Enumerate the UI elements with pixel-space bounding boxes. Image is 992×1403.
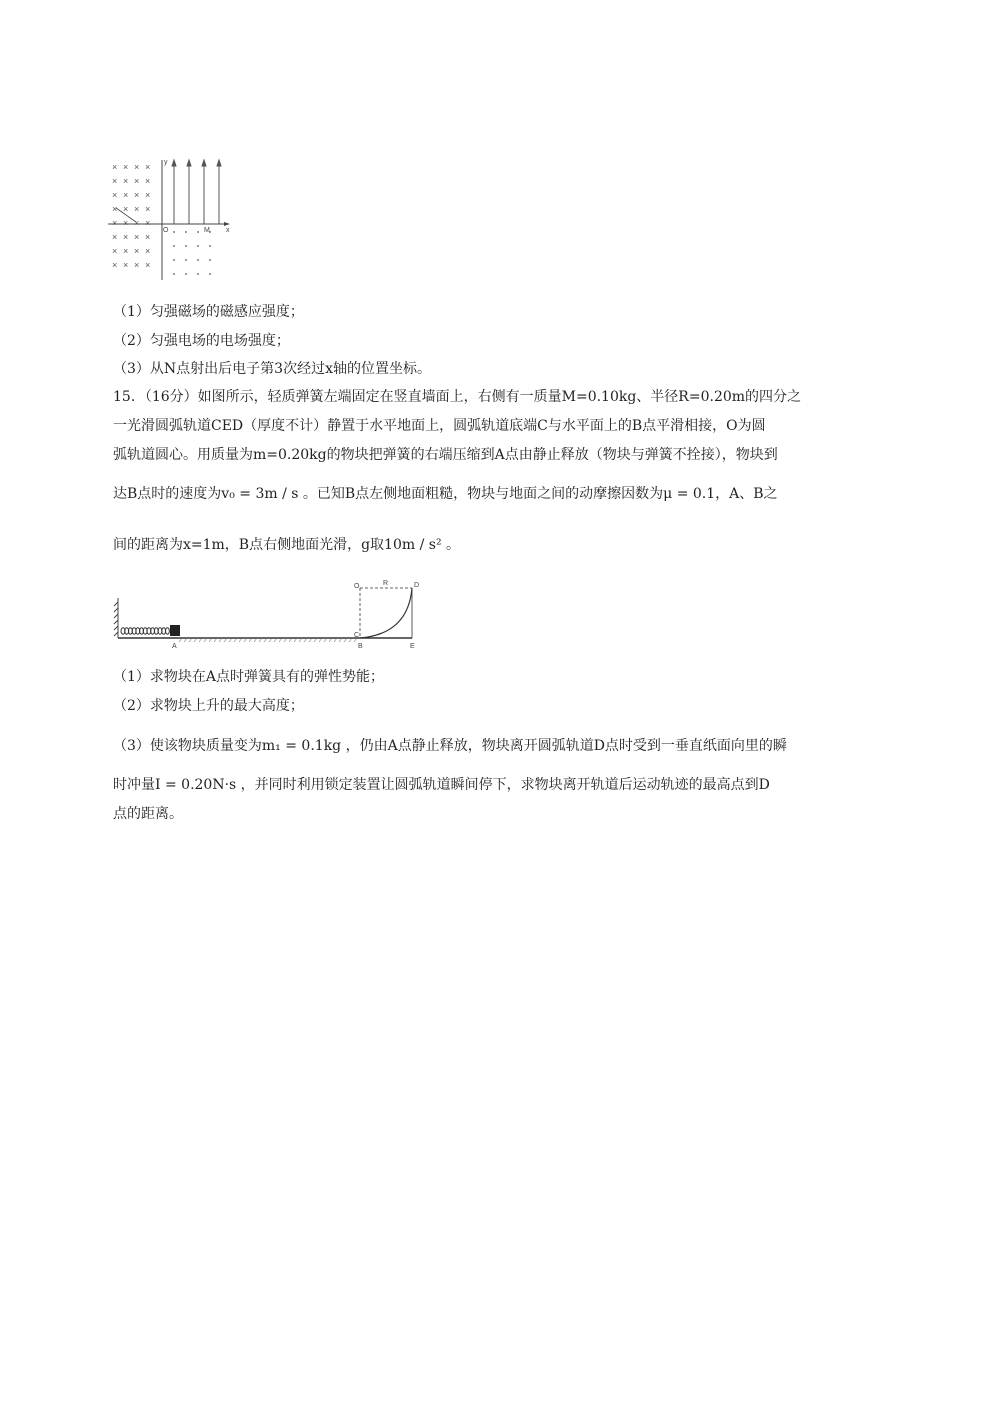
- field-dot: [197, 231, 199, 233]
- field-cross: ×: [145, 204, 151, 214]
- label-c: C: [354, 632, 360, 639]
- field-cross: ×: [145, 176, 151, 186]
- field-cross: ×: [145, 246, 151, 256]
- field-cross: ×: [145, 218, 151, 228]
- label-r: R: [383, 580, 389, 587]
- field-cross: ×: [145, 162, 151, 172]
- field-cross: ×: [112, 204, 118, 214]
- field-cross: ×: [145, 232, 151, 242]
- field-dot: [185, 259, 187, 261]
- label-a: A: [172, 643, 177, 650]
- q15-stem-line5: 间的距离为x=1m，B点右侧地面光滑，g取10m / s² 。: [113, 537, 461, 553]
- field-dot: [173, 231, 175, 233]
- field-cross: ×: [112, 190, 118, 200]
- field-cross: ×: [134, 176, 140, 186]
- field-cross: ×: [134, 162, 140, 172]
- field-dot: [173, 259, 175, 261]
- q15-sub3-line2: 时冲量I = 0.20N·s ，并同时利用锁定装置让圆弧轨道瞬间停下，求物块离开轨道后运动轨迹的最高点到D: [113, 777, 770, 793]
- q15-track-figure: [112, 576, 432, 654]
- field-cross: ×: [134, 218, 140, 228]
- label-e: E: [410, 643, 415, 650]
- field-cross: ×: [112, 246, 118, 256]
- field-cross: ×: [134, 246, 140, 256]
- field-dot: [173, 245, 175, 247]
- q15-stem-line4: 达B点时的速度为v₀ = 3m / s 。已知B点左侧地面粗糙，物块与地面之间的动摩擦因数为μ = 0.1，A、B之: [113, 486, 778, 502]
- field-cross: ×: [145, 260, 151, 270]
- magnetic-field-crosses: [112, 162, 150, 270]
- point-m-label: M: [204, 227, 210, 234]
- label-b: B: [358, 643, 363, 650]
- block: [170, 625, 180, 636]
- origin-label: O: [163, 227, 169, 234]
- q14-sub3: （3）从N点射出后电子第3次经过x轴的位置坐标。: [113, 361, 431, 377]
- q14-sub2: （2）匀强电场的电场强度；: [113, 333, 290, 349]
- label-d: D: [414, 582, 420, 589]
- field-cross: ×: [123, 176, 129, 186]
- field-cross: ×: [145, 190, 151, 200]
- field-cross: ×: [123, 218, 129, 228]
- q15-sub2: （2）求物块上升的最大高度；: [113, 698, 304, 714]
- electric-field-dots: [173, 231, 211, 275]
- field-dot: [185, 273, 187, 275]
- field-cross: ×: [134, 232, 140, 242]
- q15-sub3-line1: （3）使该物块质量变为m₁ = 0.1kg ，仍由A点静止释放，物块离开圆弧轨道D点时受到一垂直纸面向里的瞬: [113, 738, 787, 754]
- field-cross: ×: [112, 162, 118, 172]
- spring: [121, 628, 169, 634]
- field-cross: ×: [112, 232, 118, 242]
- q15-stem-line1: 15．（16分）如图所示，轻质弹簧左端固定在竖直墙面上，右侧有一质量M=0.10kg、半径R=0.20m的四分之: [113, 389, 802, 405]
- q14-sub1: （1）匀强磁场的磁感应强度；: [113, 304, 304, 320]
- electric-field-arrows: [172, 160, 221, 224]
- field-cross: ×: [134, 204, 140, 214]
- field-dot: [185, 231, 187, 233]
- field-dot: [197, 259, 199, 261]
- field-cross: ×: [123, 204, 129, 214]
- q15-sub3-line3: 点的距离。: [113, 806, 183, 822]
- field-cross: ×: [112, 260, 118, 270]
- field-cross: ×: [134, 260, 140, 270]
- wall: [114, 598, 118, 638]
- q15-stem-line2: 一光滑圆弧轨道CED（厚度不计）静置于水平地面上，圆弧轨道底端C与水平面上的B点平滑相接，O为圆: [113, 418, 766, 434]
- q15-stem-line3: 弧轨道圆心。用质量为m=0.20kg的物块把弹簧的右端压缩到A点由静止释放（物块与弹簧不拴接），物块到: [113, 447, 778, 463]
- y-axis-label: y: [164, 159, 168, 166]
- q14-field-figure: [106, 156, 236, 286]
- field-dot: [209, 259, 211, 261]
- field-dot: [185, 245, 187, 247]
- x-axis-label: x: [226, 227, 230, 234]
- field-cross: ×: [134, 190, 140, 200]
- field-cross: ×: [123, 190, 129, 200]
- q15-sub1: （1）求物块在A点时弹簧具有的弹性势能；: [113, 669, 385, 685]
- field-dot: [209, 245, 211, 247]
- field-cross: ×: [123, 260, 129, 270]
- field-dot: [209, 273, 211, 275]
- arc-track: [360, 588, 412, 638]
- x-axis-arrow: [224, 222, 230, 226]
- field-cross: ×: [123, 232, 129, 242]
- field-cross: ×: [112, 218, 118, 228]
- label-o: O: [354, 583, 360, 590]
- field-dot: [197, 273, 199, 275]
- field-dot: [173, 273, 175, 275]
- field-cross: ×: [123, 246, 129, 256]
- field-dot: [197, 245, 199, 247]
- field-cross: ×: [112, 176, 118, 186]
- field-cross: ×: [123, 162, 129, 172]
